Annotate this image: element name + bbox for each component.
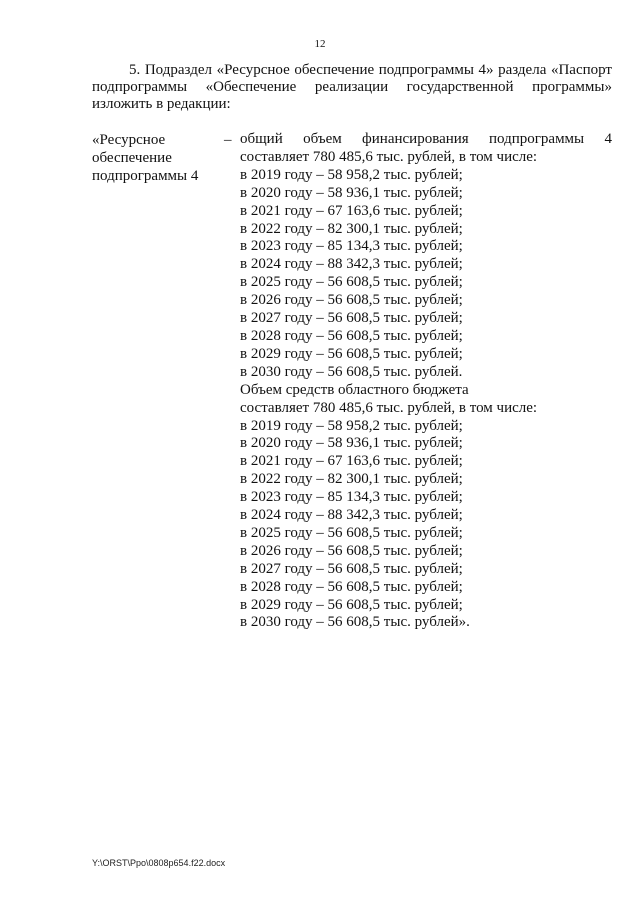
- financing-content: [240, 131, 612, 632]
- year-line: в 2022 году – 82 300,1 тыс. рублей;: [240, 220, 463, 237]
- year-line: в 2030 году – 56 608,5 тыс. рублей.: [240, 363, 463, 380]
- label-line-2: обеспечение: [92, 150, 172, 166]
- financing-word: 4: [604, 131, 612, 147]
- year-line: в 2019 году – 58 958,2 тыс. рублей;: [240, 166, 463, 183]
- year-line: в 2021 году – 67 163,6 тыс. рублей;: [240, 202, 463, 219]
- year-line: в 2028 году – 56 608,5 тыс. рублей;: [240, 578, 463, 595]
- regional-total: составляет 780 485,6 тыс. рублей, в том числе:: [240, 399, 538, 416]
- label-line-1: «Ресурсное: [92, 132, 166, 148]
- year-line: в 2029 году – 56 608,5 тыс. рублей;: [240, 345, 463, 362]
- intro-line-1: 5. Подраздел «Ресурсное обеспечение подпрограммы 4» раздела «Паспорт: [129, 62, 612, 78]
- intro-line-2: подпрограммы «Обеспечение реализации государственной программы»: [92, 79, 612, 95]
- year-line: в 2026 году – 56 608,5 тыс. рублей;: [240, 542, 463, 559]
- financing-total: составляет 780 485,6 тыс. рублей, в том числе:: [240, 148, 538, 165]
- intro-paragraph: [92, 62, 612, 113]
- year-line: в 2030 году – 56 608,5 тыс. рублей».: [240, 614, 470, 631]
- year-line: в 2027 году – 56 608,5 тыс. рублей;: [240, 560, 463, 577]
- regional-heading: Объем средств областного бюджета: [240, 381, 469, 398]
- financing-word: подпрограммы: [489, 131, 585, 147]
- regional-years-list: [240, 418, 612, 633]
- year-line: в 2027 году – 56 608,5 тыс. рублей;: [240, 310, 463, 327]
- intro-line-3: изложить в редакции:: [92, 96, 231, 112]
- year-line: в 2020 году – 58 936,1 тыс. рублей;: [240, 184, 463, 201]
- year-line: в 2019 году – 58 958,2 тыс. рублей;: [240, 417, 463, 434]
- financing-word: объем: [303, 131, 342, 147]
- year-line: в 2021 году – 67 163,6 тыс. рублей;: [240, 453, 463, 470]
- year-line: в 2025 году – 56 608,5 тыс. рублей;: [240, 274, 463, 291]
- label-line-3: подпрограммы 4: [92, 168, 199, 184]
- financing-word: общий: [240, 131, 283, 147]
- year-line: в 2022 году – 82 300,1 тыс. рублей;: [240, 471, 463, 488]
- financing-word: финансирования: [362, 131, 469, 147]
- year-line: в 2029 году – 56 608,5 тыс. рублей;: [240, 596, 463, 613]
- year-line: в 2025 году – 56 608,5 тыс. рублей;: [240, 524, 463, 541]
- year-line: в 2023 году – 85 134,3 тыс. рублей;: [240, 238, 463, 255]
- section-label: [92, 131, 222, 185]
- file-path-footer: Y:\ORST\Ppo\0808p654.f22.docx: [92, 858, 226, 868]
- year-line: в 2024 году – 88 342,3 тыс. рублей;: [240, 507, 463, 524]
- year-line: в 2026 году – 56 608,5 тыс. рублей;: [240, 292, 463, 309]
- year-line: в 2028 году – 56 608,5 тыс. рублей;: [240, 327, 463, 344]
- financing-years-list: [240, 167, 612, 382]
- year-line: в 2023 году – 85 134,3 тыс. рублей;: [240, 489, 463, 506]
- financing-first-line: [240, 131, 612, 149]
- label-dash: –: [224, 132, 232, 148]
- year-line: в 2020 году – 58 936,1 тыс. рублей;: [240, 435, 463, 452]
- year-line: в 2024 году – 88 342,3 тыс. рублей;: [240, 256, 463, 273]
- page-number: 12: [314, 38, 326, 50]
